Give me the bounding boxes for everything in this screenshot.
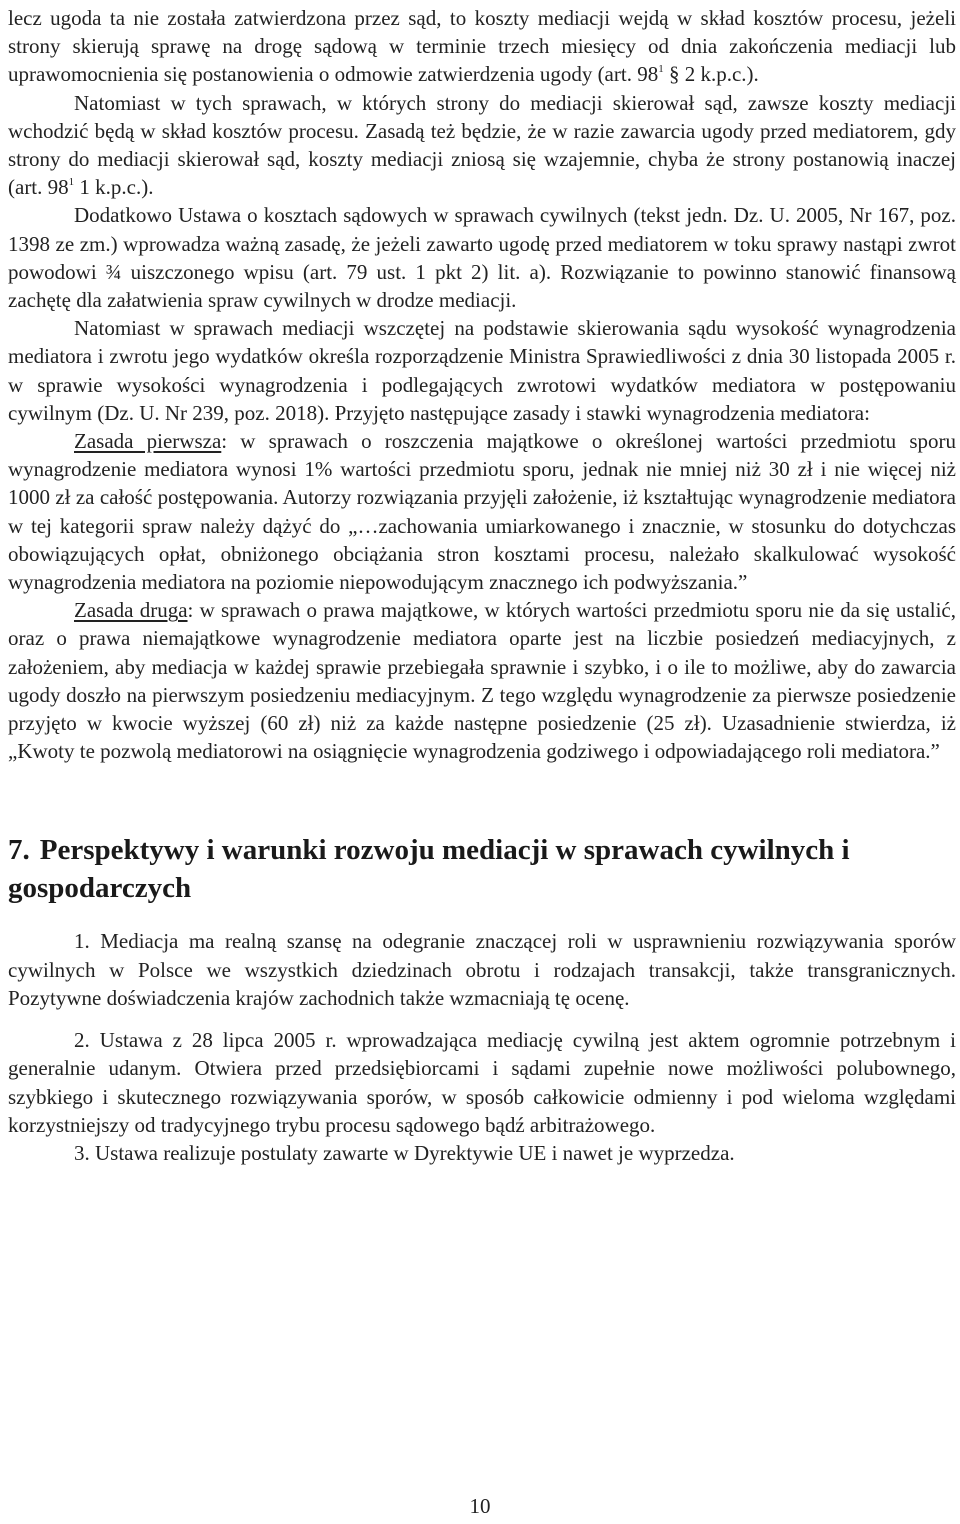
superscript: 1 (68, 176, 75, 189)
section-heading (8, 831, 956, 907)
conclusion-point-1: 1. Mediacja ma realną szansę na odegranie znaczącej roli w usprawnieniu rozwiązywania sporów cywilnych w Polsce we wszystkich dziedzinach obrotu i rodzajach transakcji, także transgranicznych. Pozytywne doświadczenia krajów zachodnich także wzmacniają tę ocenę. (8, 929, 956, 1010)
section-title: Perspektywy i warunki rozwoju mediacji w sprawach cywilnych i gospodarczych (8, 834, 850, 905)
section-number: 7. (8, 834, 30, 867)
page-number: 10 (469, 1494, 491, 1518)
paragraph-first-rule: Zasada pierwsza: w sprawach o roszczenia majątkowe o określonej wartości przedmiotu sporu wynagrodzenie mediatora wynosi 1% wartości przedmiotu sporu, jednak nie mniej niż 30 zł i nie więcej niż 1000 zł za całość postępowania. Autorzy rozwiązania przyjęli założenie, iż kształtując wynagrodzenie mediatora w tej kategorii spraw należy dążyć do „…zachowania umiarkowanego i znacznie, w stosunku do dotychczas obowiązujących opłat, obniżonego obciążania stron kosztami procesu, należało skalkulować wysokość wynagrodzenia mediatora na poziomie niepowodującym znacznego ich podwyższania.” (8, 429, 957, 595)
paragraph-second-rule: Zasada druga: w sprawach o prawa majątkowe, w których wartości przedmiotu sporu nie da się ustalić, oraz o prawa niemajątkowe wynagrodzenie mediatora oparte jest na liczbie posiedzeń mediacyjnych, z założeniem, aby mediacja w każdej sprawie przebiegała sprawnie i szybko, i o ile to możliwe, aby do zawarcia ugody doszło na pierwszym posiedzeniu mediacyjnym. Z tego względu wynagrodzenie za pierwsze posiedzenie przyjęto w kwocie wyższej (60 zł) niż za każde następne posiedzenie (25 zł). Uzasadnienie stwierdza, iż „Kwoty te pozwolą mediatorowi na osiągnięcie wynagrodzenia godziwego i odpowiadającego roli mediatora.” (8, 598, 957, 764)
superscript: 1 (658, 63, 664, 76)
conclusion-point-3: 3. Ustawa realizuje postulaty zawarte w Dyrektywie UE i nawet je wyprzedza. (74, 1140, 735, 1165)
paragraph-costs-intro: lecz ugoda ta nie została zatwierdzona przez sąd, to koszty mediacji wejdą w skład kosztów procesu, jeżeli strony skierują sprawę na drogę sądową w terminie trzech miesięcy od dnia zakończenia mediacji lub uprawomocnienia się postanowienia o odmowie zatwierdzenia ugody (art. $98^1$ § 2 k.p.c.). (8, 6, 956, 87)
second-rule-label: Zasada druga (74, 598, 188, 623)
conclusion-point-2: 2. Ustawa z 28 lipca 2005 r. wprowadzająca mediację cywilną jest aktem ogromnie potrzebnym i generalnie udanym. Otwiera przed przedsiębiorcami i sądami zupełnie nowe możliwości polubownego, szybkiego i skutecznego rozwiązywania sporów, w sposób całkowicie odmienny i pod wieloma względami korzystniejszy od tradycyjnego trybu procesu sądowego bądź arbitrażowego. (8, 1028, 956, 1137)
first-rule-label: Zasada pierwsza (74, 429, 222, 454)
document-page (8, 0, 956, 1167)
paragraph-court-referral-costs: Natomiast w tych sprawach, w których strony do mediacji skierował sąd, zawsze koszty mediacji wchodzić będą w skład kosztów procesu. Zasadą też będzie, że w razie zawarcia ugody przed mediatorem, gdy strony do mediacji skierował sąd, koszty mediacji zniosą się wzajemnie, chyba że strony postanowią inaczej (art. $98^1$ 1 k.p.c.). (8, 90, 956, 200)
paragraph-mediator-remuneration: Natomiast w sprawach mediacji wszczętej na podstawie skierowania sądu wysokość wynagrodzenia mediatora i zwrotu jego wydatków określa rozporządzenie Ministra Sprawiedliwości z dnia 30 listopada 2005 r. w sprawie wysokości wynagrodzenia i podlegających zwrotowi wydatków mediatora w postępowaniu cywilnym (Dz. U. Nr 239, poz. 2018). Przyjęto następujące zasady i stawki wynagrodzenia mediatora: (8, 316, 956, 425)
paragraph-court-fees-act: Dodatkowo Ustawa o kosztach sądowych w sprawach cywilnych (tekst jedn. Dz. U. 2005, Nr 167, poz. 1398 ze zm.) wprowadza ważną zasadę, że jeżeli zawarto ugodę przed mediatorem w toku sprawy nastąpi zwrot powodowi ¾ uiszczonego wpisu (art. 79 ust. 1 pkt 2) lit. a). Rozwiązanie to powinno stanowić finansową zachętę dla załatwienia spraw cywilnych w drodze mediacji. (8, 203, 956, 313)
